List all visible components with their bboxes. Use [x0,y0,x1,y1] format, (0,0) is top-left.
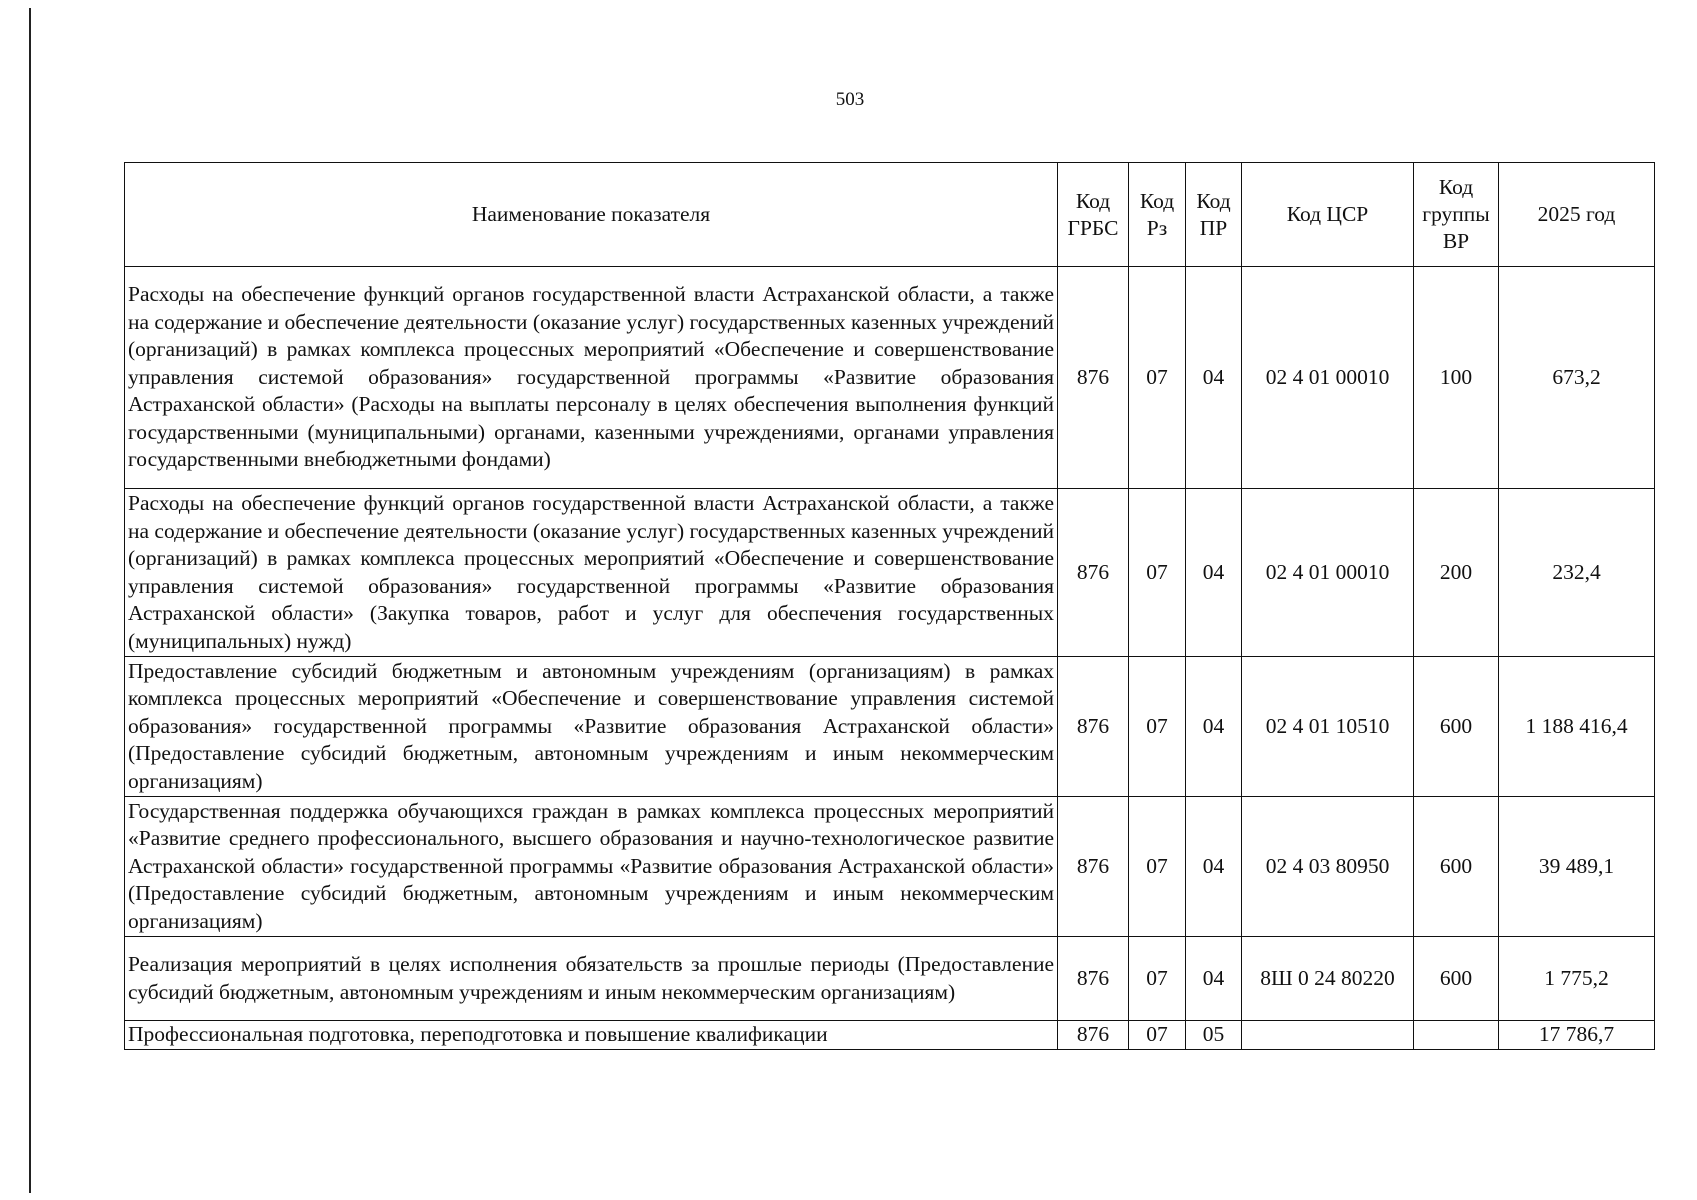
row-grbs: 876 [1058,1021,1129,1050]
row-csr: 02 4 01 10510 [1242,657,1414,797]
header-row [125,163,1655,267]
row-grbs: 876 [1058,657,1129,797]
row-pr: 05 [1186,1021,1242,1050]
row-pr: 04 [1186,267,1242,489]
row-vr: 600 [1414,657,1499,797]
row-csr: 02 4 01 00010 [1242,489,1414,657]
header-vr: Код группы ВР [1414,163,1499,267]
table-row [125,797,1655,937]
row-amount: 17 786,7 [1499,1021,1655,1050]
header-year: 2025 год [1499,163,1655,267]
row-csr [1242,1021,1414,1050]
table-row [125,937,1655,1021]
table-row [125,267,1655,489]
header-pr: Код ПР [1186,163,1242,267]
row-vr: 100 [1414,267,1499,489]
row-vr: 600 [1414,797,1499,937]
row-name: Расходы на обеспечение функций органов государственной власти Астраханской области, а также на содержание и обеспечение деятельности (оказание услуг) государственных казенных учреждений (организаций) в рамках комплекса процессных мероприятий «Обеспечение и совершенствование управления системой образования» государственной программы «Развитие образования Астраханской области» (Расходы на выплаты персоналу в целях обеспечения выполнения функций государственными (муниципальными) органами, казенными учреждениями, органами управления государственными внебюджетными фондами) [125,267,1058,489]
row-rz: 07 [1129,267,1186,489]
row-vr [1414,1021,1499,1050]
row-csr: 8Ш 0 24 80220 [1242,937,1414,1021]
row-vr: 600 [1414,937,1499,1021]
header-grbs: Код ГРБС [1058,163,1129,267]
scan-edge-line [29,8,31,1193]
table-row [125,489,1655,657]
header-csr: Код ЦСР [1242,163,1414,267]
row-rz: 07 [1129,657,1186,797]
header-rz: Код Рз [1129,163,1186,267]
row-pr: 04 [1186,797,1242,937]
row-grbs: 876 [1058,489,1129,657]
row-name: Предоставление субсидий бюджетным и автономным учреждениям (организациям) в рамках комплекса процессных мероприятий «Обеспечение и совершенствование управления системой образования» государственной программы «Развитие образования Астраханской области» (Предоставление субсидий бюджетным, автономным учреждениям и иным некоммерческим организациям) [125,657,1058,797]
row-pr: 04 [1186,937,1242,1021]
row-rz: 07 [1129,1021,1186,1050]
row-amount: 673,2 [1499,267,1655,489]
row-grbs: 876 [1058,797,1129,937]
row-name: Государственная поддержка обучающихся граждан в рамках комплекса процессных мероприятий «Развитие среднего профессионального, высшего образования и научно-технологическое развитие Астраханской области» государственной программы «Развитие образования Астраханской области» (Предоставление субсидий бюджетным, автономным учреждениям и иным некоммерческим организациям) [125,797,1058,937]
row-csr: 02 4 03 80950 [1242,797,1414,937]
row-name: Профессиональная подготовка, переподготовка и повышение квалификации [125,1021,1058,1050]
table-header [125,163,1655,267]
row-amount: 1 775,2 [1499,937,1655,1021]
row-pr: 04 [1186,489,1242,657]
row-amount: 1 188 416,4 [1499,657,1655,797]
row-name: Расходы на обеспечение функций органов государственной власти Астраханской области, а также на содержание и обеспечение деятельности (оказание услуг) государственных казенных учреждений (организаций) в рамках комплекса процессных мероприятий «Обеспечение и совершенствование управления системой образования» государственной программы «Развитие образования Астраханской области» (Закупка товаров, работ и услуг для обеспечения государственных (муниципальных) нужд) [125,489,1058,657]
table-row [125,657,1655,797]
row-amount: 232,4 [1499,489,1655,657]
row-rz: 07 [1129,937,1186,1021]
row-grbs: 876 [1058,937,1129,1021]
table-body [125,267,1655,1050]
budget-table [124,162,1655,1050]
row-rz: 07 [1129,797,1186,937]
row-vr: 200 [1414,489,1499,657]
row-rz: 07 [1129,489,1186,657]
table-row [125,1021,1655,1050]
header-name: Наименование показателя [125,163,1058,267]
page-number: 503 [835,89,865,110]
row-pr: 04 [1186,657,1242,797]
row-name: Реализация мероприятий в целях исполнения обязательств за прошлые периоды (Предоставление субсидий бюджетным, автономным учреждениям и иным некоммерческим организациям) [125,937,1058,1021]
row-grbs: 876 [1058,267,1129,489]
row-amount: 39 489,1 [1499,797,1655,937]
row-csr: 02 4 01 00010 [1242,267,1414,489]
